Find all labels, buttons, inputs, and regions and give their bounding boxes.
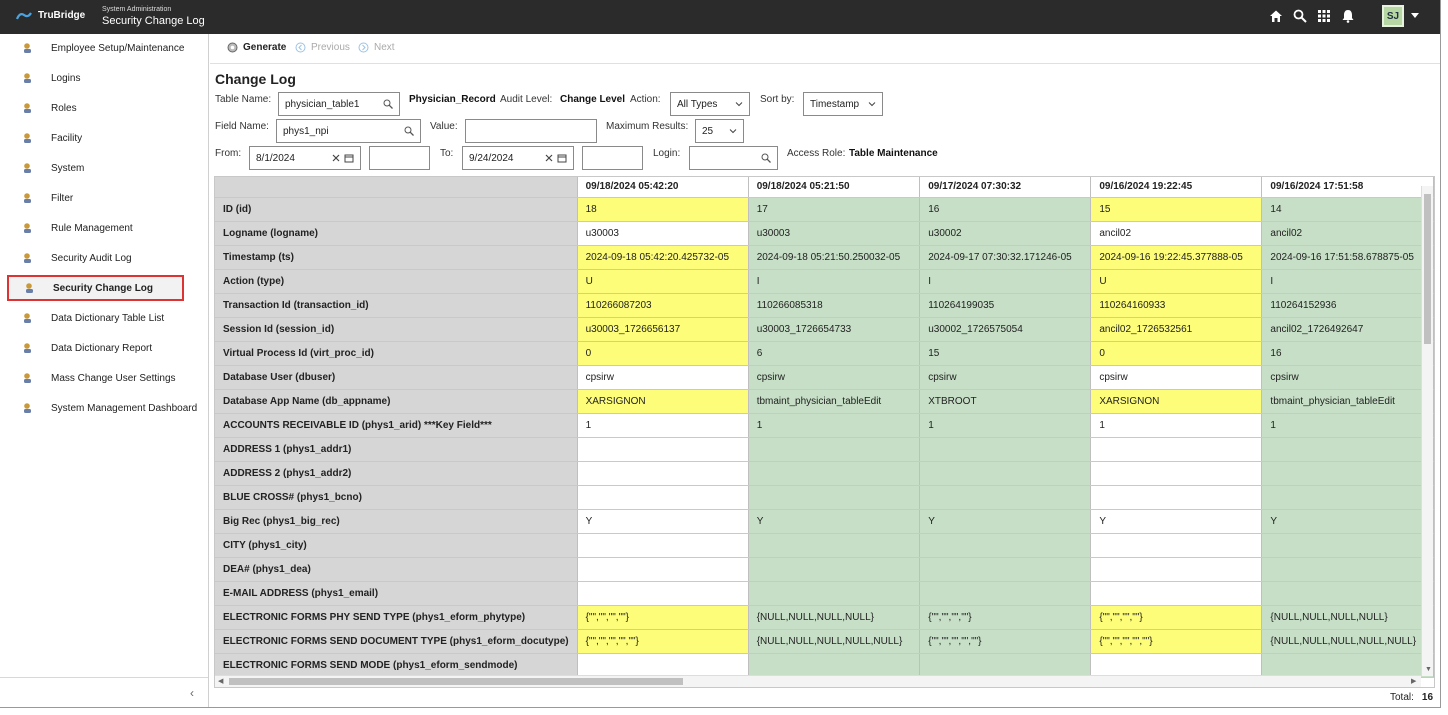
sidebar-item-label: System xyxy=(51,162,85,174)
table-cell: {"","","","",""} xyxy=(920,629,1091,653)
sidebar-item[interactable] xyxy=(7,275,184,301)
from-time-input[interactable] xyxy=(369,146,430,170)
table-cell xyxy=(577,533,748,557)
table-cell: tbmaint_physician_tableEdit xyxy=(1262,389,1434,413)
trubridge-logo-icon xyxy=(16,11,32,21)
row-header: ELECTRONIC FORMS SEND DOCUMENT TYPE (phys1_eform_docutype) xyxy=(215,629,577,653)
generate-button[interactable] xyxy=(227,42,286,53)
action-label: Action: xyxy=(630,94,661,105)
total-count xyxy=(1390,692,1433,703)
previous-arrow-icon xyxy=(295,42,306,53)
next-button[interactable] xyxy=(358,42,395,53)
column-header[interactable]: 09/16/2024 17:51:58 xyxy=(1262,177,1434,197)
table-cell: 6 xyxy=(748,341,920,365)
table-cell xyxy=(748,485,920,509)
table-cell: 1 xyxy=(748,413,920,437)
notification-bell-icon[interactable] xyxy=(1341,9,1355,23)
table-row xyxy=(215,293,1434,317)
login-input[interactable] xyxy=(689,146,778,170)
search-icon[interactable] xyxy=(383,99,393,109)
user-menu-caret-icon[interactable] xyxy=(1411,13,1419,18)
horizontal-scroll-thumb[interactable] xyxy=(229,678,683,685)
table-cell xyxy=(920,461,1091,485)
table-cell xyxy=(577,461,748,485)
previous-label: Previous xyxy=(311,42,350,53)
row-header: CITY (phys1_city) xyxy=(215,533,577,557)
table-row xyxy=(215,317,1434,341)
table-cell: 2024-09-18 05:42:20.425732-05 xyxy=(577,245,748,269)
table-row xyxy=(215,221,1434,245)
table-cell xyxy=(577,557,748,581)
table-cell xyxy=(1262,557,1434,581)
vertical-scroll-thumb[interactable] xyxy=(1424,194,1431,344)
scroll-left-icon[interactable]: ◀ xyxy=(218,678,224,685)
table-cell: 18 xyxy=(577,197,748,221)
to-label: To: xyxy=(440,148,454,159)
table-cell: I xyxy=(1262,269,1434,293)
table-cell xyxy=(920,557,1091,581)
scroll-down-icon[interactable]: ▼ xyxy=(1425,666,1432,673)
table-cell: 2024-09-17 07:30:32.171246-05 xyxy=(920,245,1091,269)
row-header: Virtual Process Id (virt_proc_id) xyxy=(215,341,577,365)
table-cell: 0 xyxy=(577,341,748,365)
roles-icon xyxy=(22,102,34,114)
table-row xyxy=(215,509,1434,533)
table-row xyxy=(215,389,1434,413)
sidebar-item-label: Filter xyxy=(51,192,74,204)
row-header: ADDRESS 2 (phys1_addr2) xyxy=(215,461,577,485)
table-cell: XARSIGNON xyxy=(577,389,748,413)
table-cell: 2024-09-16 17:51:58.678875-05 xyxy=(1262,245,1434,269)
table-row xyxy=(215,581,1434,605)
table-row xyxy=(215,485,1434,509)
table-cell: 110266087203 xyxy=(577,293,748,317)
table-cell xyxy=(577,581,748,605)
sidebar-item-label: Logins xyxy=(51,72,81,84)
table-cell: 16 xyxy=(920,197,1091,221)
next-arrow-icon xyxy=(358,42,369,53)
row-header: ELECTRONIC FORMS PHY SEND TYPE (phys1_eform_phytype) xyxy=(215,605,577,629)
table-cell: Y xyxy=(577,509,748,533)
row-header: Database App Name (db_appname) xyxy=(215,389,577,413)
from-date-input[interactable] xyxy=(249,146,361,170)
table-cell: cpsirw xyxy=(1091,365,1262,389)
generate-label: Generate xyxy=(243,42,287,53)
table-cell: u30003 xyxy=(748,221,920,245)
sidebar-item[interactable] xyxy=(7,365,184,391)
sidebar-item[interactable] xyxy=(7,305,184,331)
row-header: DEA# (phys1_dea) xyxy=(215,557,577,581)
system-icon xyxy=(22,162,34,174)
toolbar xyxy=(210,34,1440,64)
sidebar-item-label: Roles xyxy=(51,102,77,114)
sidebar-item[interactable] xyxy=(7,215,184,241)
sidebar-item-label: Security Change Log xyxy=(53,282,154,294)
table-row xyxy=(215,629,1434,653)
table-cell xyxy=(1091,533,1262,557)
sidebar-item[interactable] xyxy=(7,245,184,271)
change-log-grid[interactable] xyxy=(214,176,1435,688)
table-cell: 1 xyxy=(577,413,748,437)
table-cell: 0 xyxy=(1091,341,1262,365)
login-icon xyxy=(22,72,34,84)
table-cell xyxy=(748,461,920,485)
from-label: From: xyxy=(215,148,242,159)
table-cell xyxy=(577,485,748,509)
table-cell: 110264152936 xyxy=(1262,293,1434,317)
sidebar-item-label: Security Audit Log xyxy=(51,252,132,264)
breadcrumb xyxy=(102,6,205,28)
table-cell: {NULL,NULL,NULL,NULL} xyxy=(748,605,920,629)
table-cell: {"","","",""} xyxy=(920,605,1091,629)
table-cell xyxy=(748,653,920,677)
table-cell: Y xyxy=(920,509,1091,533)
dashboard-icon xyxy=(22,402,34,414)
table-cell: cpsirw xyxy=(748,365,920,389)
table-row xyxy=(215,557,1434,581)
table-cell xyxy=(1262,653,1434,677)
table-record-name: Physician_Record xyxy=(409,94,496,105)
top-bar xyxy=(0,0,1440,34)
action-select-value: All Types xyxy=(677,98,718,110)
table-name-label: Table Name: xyxy=(215,94,272,105)
table-cell xyxy=(748,557,920,581)
search-icon[interactable] xyxy=(761,153,771,163)
table-cell xyxy=(1091,581,1262,605)
table-cell: I xyxy=(748,269,920,293)
column-header[interactable]: 09/18/2024 05:42:20 xyxy=(577,177,748,197)
column-header[interactable]: 09/18/2024 05:21:50 xyxy=(748,177,920,197)
row-header: Logname (logname) xyxy=(215,221,577,245)
table-cell xyxy=(1262,461,1434,485)
next-label: Next xyxy=(374,42,395,53)
table-cell xyxy=(1262,485,1434,509)
calendar-icon[interactable] xyxy=(344,153,354,163)
brand-logo[interactable] xyxy=(16,10,85,21)
total-value: 16 xyxy=(1421,692,1434,703)
access-role-value: Table Maintenance xyxy=(849,148,938,159)
table-cell: 110264199035 xyxy=(920,293,1091,317)
table-cell: Y xyxy=(748,509,920,533)
row-header: ACCOUNTS RECEIVABLE ID (phys1_arid) ***Key Field*** xyxy=(215,413,577,437)
table-cell: {"","","","",""} xyxy=(577,629,748,653)
table-cell: 2024-09-16 19:22:45.377888-05 xyxy=(1091,245,1262,269)
table-name-value: physician_table1 xyxy=(285,98,360,110)
sidebar-item-label: System Management Dashboard xyxy=(51,402,198,414)
table-cell: U xyxy=(1091,269,1262,293)
clear-icon[interactable] xyxy=(544,153,554,163)
sidebar-collapse[interactable] xyxy=(0,677,208,708)
chevron-down-icon xyxy=(868,100,876,108)
breadcrumb-parent: System Administration xyxy=(102,6,172,13)
sidebar-item-label: Rule Management xyxy=(51,222,133,234)
chevron-down-icon xyxy=(729,127,737,135)
table-cell: XARSIGNON xyxy=(1091,389,1262,413)
page-heading: Security Change Log xyxy=(102,15,205,27)
value-label: Value: xyxy=(430,121,458,132)
row-header: ADDRESS 1 (phys1_addr1) xyxy=(215,437,577,461)
to-time-input[interactable] xyxy=(582,146,643,170)
max-results-select[interactable] xyxy=(695,119,744,143)
sidebar-item-label: Facility xyxy=(51,132,83,144)
table-cell xyxy=(920,485,1091,509)
audit-level-value: Change Level xyxy=(560,94,626,105)
table-cell xyxy=(748,581,920,605)
row-header: BLUE CROSS# (phys1_bcno) xyxy=(215,485,577,509)
sidebar-item-label: Data Dictionary Report xyxy=(51,342,153,354)
table-cell: {NULL,NULL,NULL,NULL,NULL} xyxy=(1262,629,1434,653)
table-cell: 1 xyxy=(1262,413,1434,437)
table-row xyxy=(215,461,1434,485)
home-icon[interactable] xyxy=(1269,9,1283,23)
table-cell: 15 xyxy=(1091,197,1262,221)
calendar-icon[interactable] xyxy=(557,153,567,163)
collapse-chevron-icon[interactable]: ‹ xyxy=(190,686,194,700)
table-cell: 17 xyxy=(748,197,920,221)
column-header[interactable]: 09/17/2024 07:30:32 xyxy=(920,177,1091,197)
sidebar-item[interactable] xyxy=(7,95,184,121)
table-cell: 110266085318 xyxy=(748,293,920,317)
table-cell: {NULL,NULL,NULL,NULL,NULL} xyxy=(748,629,920,653)
table-cell: ancil02 xyxy=(1262,221,1434,245)
table-cell xyxy=(920,581,1091,605)
table-cell: ancil02_1726532561 xyxy=(1091,317,1262,341)
sidebar-item[interactable] xyxy=(7,395,198,421)
sidebar-item[interactable] xyxy=(7,185,184,211)
table-cell: {"","","",""} xyxy=(1091,605,1262,629)
table-cell xyxy=(1091,461,1262,485)
sort-by-select[interactable] xyxy=(803,92,883,116)
table-cell xyxy=(748,437,920,461)
table-cell: u30003 xyxy=(577,221,748,245)
generate-icon xyxy=(227,42,238,53)
table-cell: 16 xyxy=(1262,341,1434,365)
clear-icon[interactable] xyxy=(331,153,341,163)
table-cell: u30002_1726575054 xyxy=(920,317,1091,341)
row-header: Session Id (session_id) xyxy=(215,317,577,341)
table-cell: 110264160933 xyxy=(1091,293,1262,317)
table-row xyxy=(215,341,1434,365)
sidebar-item[interactable] xyxy=(7,125,184,151)
row-header: Database User (dbuser) xyxy=(215,365,577,389)
table-cell: {NULL,NULL,NULL,NULL} xyxy=(1262,605,1434,629)
table-cell: tbmaint_physician_tableEdit xyxy=(748,389,920,413)
filter-icon xyxy=(22,192,34,204)
table-cell: ancil02 xyxy=(1091,221,1262,245)
row-header: Big Rec (phys1_big_rec) xyxy=(215,509,577,533)
table-cell xyxy=(1091,485,1262,509)
sidebar-item-label: Data Dictionary Table List xyxy=(51,312,165,324)
row-header: Transaction Id (transaction_id) xyxy=(215,293,577,317)
sidebar-item[interactable] xyxy=(7,155,184,181)
apps-grid-icon[interactable] xyxy=(1317,9,1331,23)
field-name-input[interactable] xyxy=(276,119,421,143)
row-header: E-MAIL ADDRESS (phys1_email) xyxy=(215,581,577,605)
table-cell: Y xyxy=(1091,509,1262,533)
table-cell xyxy=(920,653,1091,677)
search-icon[interactable] xyxy=(404,126,414,136)
table-cell xyxy=(920,437,1091,461)
table-cell: Y xyxy=(1262,509,1434,533)
sort-by-label: Sort by: xyxy=(760,94,795,105)
row-header: Timestamp (ts) xyxy=(215,245,577,269)
sidebar-item-label: Mass Change User Settings xyxy=(51,372,176,384)
window-border-bottom xyxy=(0,707,1441,708)
action-select[interactable] xyxy=(670,92,750,116)
table-cell: cpsirw xyxy=(577,365,748,389)
table-cell: cpsirw xyxy=(920,365,1091,389)
field-name-label: Field Name: xyxy=(215,121,269,132)
field-name-value: phys1_npi xyxy=(283,125,329,137)
table-cell: u30003_1726654733 xyxy=(748,317,920,341)
table-cell xyxy=(577,437,748,461)
table-cell: 1 xyxy=(1091,413,1262,437)
search-icon[interactable] xyxy=(1293,9,1307,23)
table-name-input[interactable] xyxy=(278,92,400,116)
value-input[interactable] xyxy=(465,119,597,143)
column-header[interactable]: 09/16/2024 19:22:45 xyxy=(1091,177,1262,197)
table-row xyxy=(215,437,1434,461)
from-date-value: 8/1/2024 xyxy=(256,152,295,164)
facility-icon xyxy=(22,132,34,144)
table-cell: {"","","","",""} xyxy=(1091,629,1262,653)
table-cell xyxy=(748,533,920,557)
table-cell xyxy=(1262,437,1434,461)
table-row xyxy=(215,653,1434,677)
user-avatar[interactable]: SJ xyxy=(1382,5,1404,27)
horizontal-scrollbar[interactable] xyxy=(215,675,1421,687)
row-header: ELECTRONIC FORMS SEND MODE (phys1_eform_sendmode) xyxy=(215,653,577,677)
sort-by-select-value: Timestamp xyxy=(810,98,860,110)
table-cell xyxy=(1262,533,1434,557)
table-cell: XTBROOT xyxy=(920,389,1091,413)
table-cell: 1 xyxy=(920,413,1091,437)
table-cell: ancil02_1726492647 xyxy=(1262,317,1434,341)
to-date-input[interactable] xyxy=(462,146,574,170)
max-results-value: 25 xyxy=(702,125,714,137)
table-row xyxy=(215,605,1434,629)
table-cell: u30003_1726656137 xyxy=(577,317,748,341)
table-cell: 15 xyxy=(920,341,1091,365)
table-cell xyxy=(1091,653,1262,677)
access-role-label: Access Role: xyxy=(787,148,846,159)
table-cell: U xyxy=(577,269,748,293)
table-row xyxy=(215,269,1434,293)
table-cell: {"","","",""} xyxy=(577,605,748,629)
grid-corner xyxy=(215,177,577,197)
table-list-icon xyxy=(22,312,34,324)
table-row xyxy=(215,533,1434,557)
table-row xyxy=(215,413,1434,437)
total-label: Total: xyxy=(1390,692,1414,703)
vertical-scrollbar[interactable] xyxy=(1421,186,1433,676)
report-icon xyxy=(22,342,34,354)
max-results-label: Maximum Results: xyxy=(606,121,689,132)
table-row xyxy=(215,365,1434,389)
change-log-icon xyxy=(24,282,36,294)
table-cell xyxy=(1262,581,1434,605)
rule-management-icon xyxy=(22,222,34,234)
audit-log-icon xyxy=(22,252,34,264)
employee-icon xyxy=(22,42,34,54)
table-cell xyxy=(1091,557,1262,581)
audit-level-label: Audit Level: xyxy=(500,94,553,105)
brand-name: TruBridge xyxy=(38,10,86,21)
chevron-down-icon xyxy=(735,100,743,108)
row-header: ID (id) xyxy=(215,197,577,221)
sidebar-item[interactable] xyxy=(7,65,184,91)
table-row xyxy=(215,245,1434,269)
row-header: Action (type) xyxy=(215,269,577,293)
page-title: Change Log xyxy=(215,71,296,87)
table-cell: I xyxy=(920,269,1091,293)
change-log-table xyxy=(215,177,1434,678)
sidebar xyxy=(0,34,209,708)
table-cell: 14 xyxy=(1262,197,1434,221)
sidebar-item[interactable] xyxy=(7,335,184,361)
table-cell xyxy=(577,653,748,677)
scroll-right-icon[interactable]: ▶ xyxy=(1411,678,1417,685)
sidebar-item-label: Employee Setup/Maintenance xyxy=(51,42,185,54)
table-cell: cpsirw xyxy=(1262,365,1434,389)
window-border xyxy=(1440,0,1441,708)
table-cell: 2024-09-18 05:21:50.250032-05 xyxy=(748,245,920,269)
previous-button[interactable] xyxy=(295,42,350,53)
sidebar-item[interactable] xyxy=(7,35,184,61)
login-label: Login: xyxy=(653,148,681,159)
table-cell xyxy=(920,533,1091,557)
user-settings-icon xyxy=(22,372,34,384)
table-row xyxy=(215,197,1434,221)
table-cell: u30002 xyxy=(920,221,1091,245)
to-date-value: 9/24/2024 xyxy=(469,152,514,164)
table-cell xyxy=(1091,437,1262,461)
